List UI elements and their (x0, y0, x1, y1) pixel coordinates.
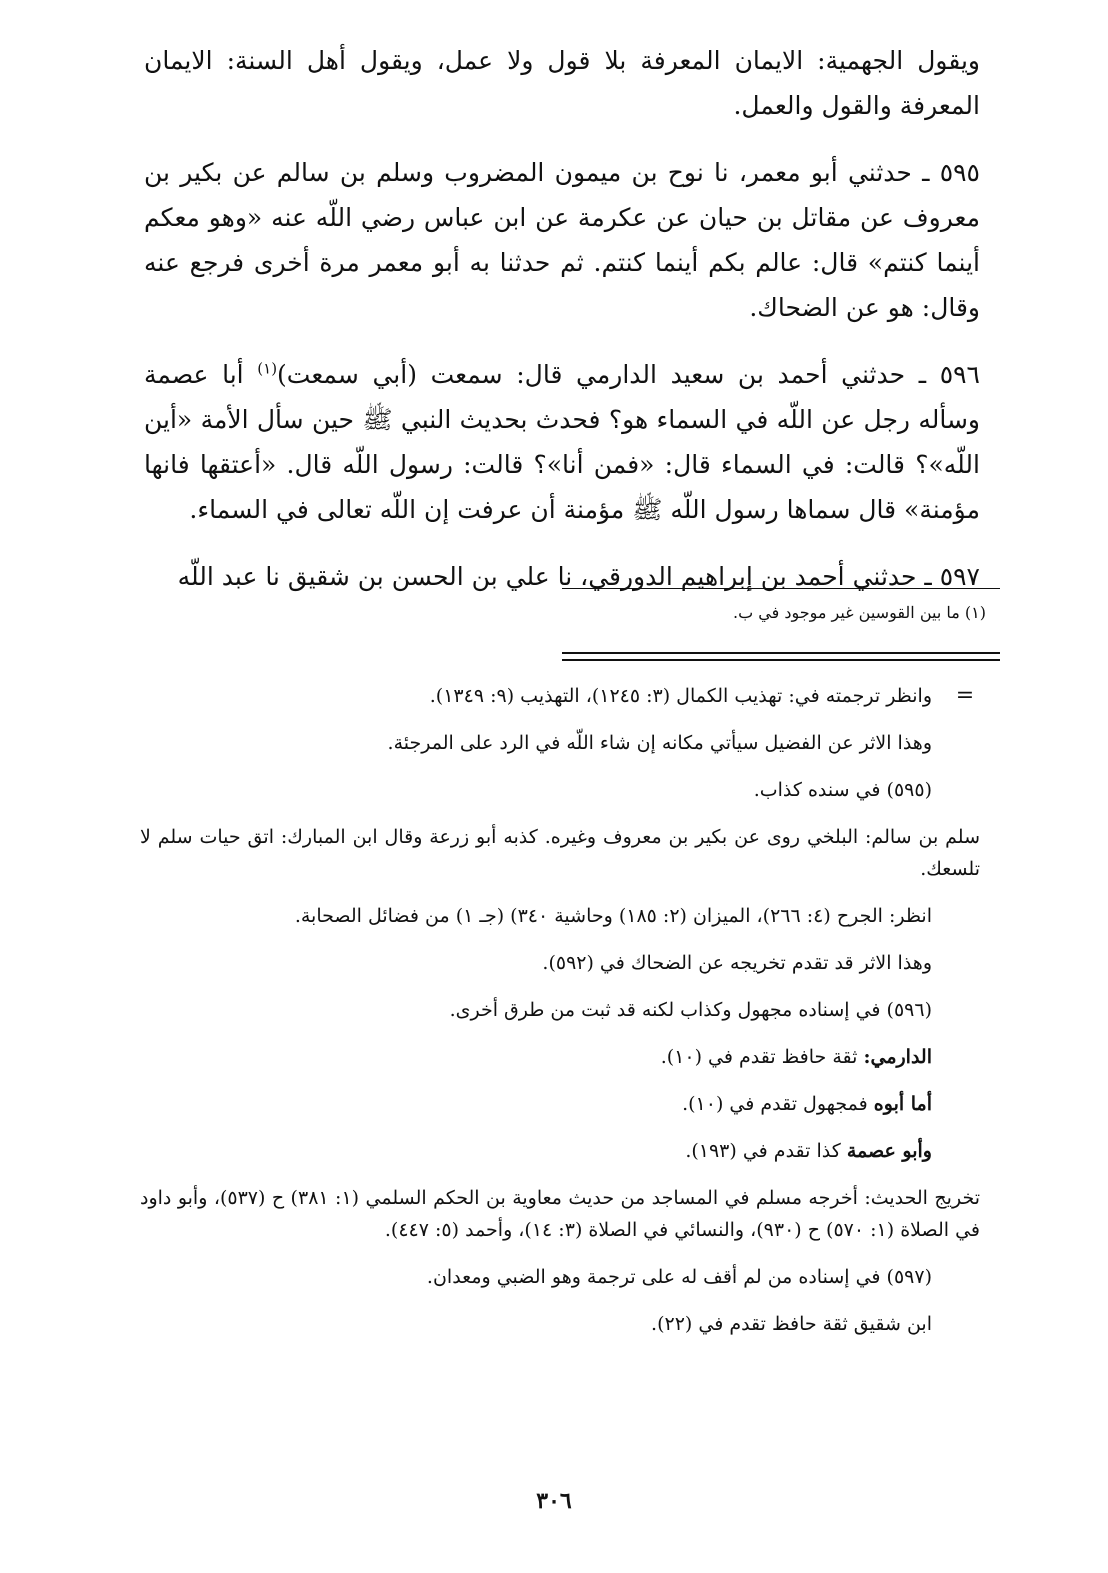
note-abu-isma (140, 1135, 980, 1167)
continuation-mark: = (955, 683, 975, 708)
note-darimi (140, 1041, 980, 1073)
note-darimi-label: الدارمي: (863, 1046, 932, 1068)
note-fudayl: وهذا الاثر عن الفضيل سيأتي مكانه إن شاء اللّه في الرد على المرجئة. (387, 732, 932, 754)
note-595: (٥٩٥) في سنده كذاب. (753, 779, 932, 801)
note-salm-ibn-salim: سلم بن سالم: البلخي روى عن بكير بن معروف وغيره. كذبه أبو زرعة وقال ابن المبارك: اتق حيات سلم لا تلسعك. (140, 826, 980, 880)
paragraph-jahmiyya: ويقول الجهمية: الايمان المعرفة بلا قول ولا عمل، ويقول أهل السنة: الايمان المعرفة والقول والعمل. (144, 46, 980, 120)
hadith-596-start: ٥٩٦ ـ حدثني أحمد بن سعيد الدارمي قال: سمعت (أبي سمعت) (277, 360, 980, 389)
note-father-text: فمجهول تقدم في (١٠). (682, 1093, 874, 1115)
note-abu-isma-label: وأبو عصمة (846, 1140, 932, 1162)
note-597: (٥٩٧) في إسناده من لم أقف له على ترجمة وهو الضبي ومعدان. (426, 1266, 932, 1288)
page-number: ٣٠٦ (536, 1488, 572, 1514)
hadith-595: ٥٩٥ ـ حدثني أبو معمر، نا نوح بن ميمون المضروب وسلم بن سالم عن بكير بن معروف عن مقاتل بن حيان عن عكرمة عن ابن عباس رضي اللّه عنه «وهو معكم أينما كنتم» قال: عالم بكم أينما كنتم. ثم حدثنا به أبو معمر مرة أخرى فرجع عنه وقال: هو عن الضحاك. (144, 158, 980, 322)
note-father-label: أما أبوه (873, 1093, 932, 1115)
hadith-597: ٥٩٧ ـ حدثني أحمد بن إبراهيم الدورقي، نا علي بن الحسن بن شقيق نا عبد اللّه (177, 562, 980, 591)
note-dahhak: وهذا الاثر قد تقدم تخريجه عن الضحاك في (٥٩٢). (542, 952, 932, 974)
footnote-marker-1: (١) (257, 359, 278, 378)
note-ibn-shaqiq: ابن شقيق ثقة حافظ تقدم في (٢٢). (651, 1313, 932, 1335)
note-abu-isma-text: كذا تقدم في (١٩٣). (685, 1140, 847, 1162)
hadith-596-rest: أبا عصمة وسأله رجل عن اللّه في السماء هو؟ فحدث بحديث النبي ﷺ حين سأل الأمة «أين اللّه»؟ قالت: في السماء قال: «فمن أنا»؟ قالت: رسول اللّه قال. «أعتقها فانها مؤمنة» قال سماها رسول اللّه ﷺ مؤمنة أن عرفت إن اللّه تعالى في السماء. (144, 360, 980, 524)
note-darimi-text: ثقة حافظ تقدم في (١٠). (660, 1046, 864, 1068)
note-father (140, 1088, 980, 1120)
note-tahdhib: وانظر ترجمته في: تهذيب الكمال (٣: ١٢٤٥)، التهذيب (٩: ١٣٤٩). (429, 685, 932, 707)
notes-double-rule (562, 652, 1000, 661)
footnote-1: (١) ما بين القوسين غير موجود في ب. (733, 603, 986, 622)
note-takhrij: تخريج الحديث: أخرجه مسلم في المساجد من حديث معاوية بن الحكم السلمي (١: ٣٨١) ح (٥٣٧)، وأبو داود في الصلاة (١: ٥٧٠) ح (٩٣٠)، والنسائي في الصلاة (٣: ١٤)، وأحمد (٥: ٤٤٧). (140, 1187, 980, 1241)
note-jarh: انظر: الجرح (٤: ٢٦٦)، الميزان (٢: ١٨٥) وحاشية ٣٤٠) (جـ ١) من فضائل الصحابة. (294, 905, 932, 927)
main-text (144, 38, 980, 599)
footnote-separator (562, 588, 1000, 589)
note-596: (٥٩٦) في إسناده مجهول وكذاب لكنه قد ثبت من طرق أخرى. (449, 999, 932, 1021)
commentary-notes (140, 680, 980, 1355)
hadith-596 (144, 352, 980, 532)
